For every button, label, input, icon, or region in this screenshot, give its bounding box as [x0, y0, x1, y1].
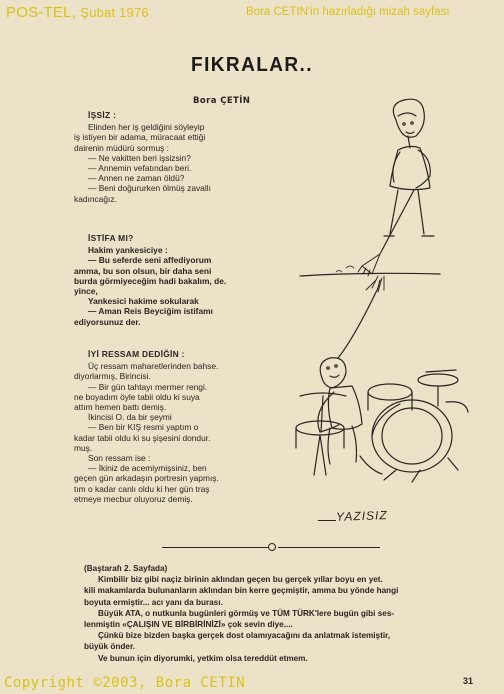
joke-heading: İYİ RESSAM DEDİĞİN :: [88, 349, 185, 359]
joke-line: attım hemen battı demiş.: [74, 402, 167, 413]
section-divider-dot: [268, 543, 276, 551]
joke-line: kadar tabii oldu ki su şişesini dondur.: [74, 432, 211, 443]
magazine-name: POS-TEL,: [6, 4, 76, 21]
joke-line: etmeye mecbur oluyoruz demiş.: [74, 493, 193, 504]
continuation-line: Ve bunun için diyorumki, yetkim olsa tereddüt etmem.: [98, 653, 308, 663]
joke-line: diyorlarmış, Birincisi.: [74, 371, 151, 382]
page-number: 31: [463, 676, 474, 686]
joke-line: burda görmiyeceğim hadi bakalım, de.: [74, 275, 227, 286]
joke-line: Son ressam ise :: [88, 453, 151, 464]
joke-line: tım o kadar canlı oldu ki her gün traş: [74, 483, 210, 494]
joke-line: — Bir gün tahtayı mermer rengi.: [88, 381, 208, 392]
section-divider-right: [278, 547, 380, 548]
joke-line: kadıncağız.: [74, 193, 117, 204]
joke-line: — Annen ne zaman öldü?: [88, 173, 185, 184]
joke-line: muş.: [74, 442, 93, 453]
continuation-line: büyük önder.: [84, 642, 135, 652]
issue-date: Şubat 1976: [80, 5, 149, 20]
continuation-line: Çünkü bize bizden başka gerçek dost olamıyacağını da anlatmak istemiştir,: [98, 631, 391, 641]
continuation-line: boyuta ermiştir... acı yanı da burası.: [84, 597, 223, 607]
continuation-line: Kimbilir biz gibi naçiz birinin aklından geçen bu gerçek yıllar boyu en yet.: [98, 575, 383, 585]
joke-line: ediyorsunuz der.: [74, 316, 141, 327]
continuation-line: Büyük ATA, o nutkunla bugünleri görmüş ve TÜM TÜRK'lere bugün gibi ses-: [98, 608, 395, 618]
continuation-note: (Baştarafı 2. Sayfada): [84, 564, 168, 573]
continuation-text: [84, 563, 479, 664]
drum-kit: [296, 370, 468, 482]
joke-line: amma, bu son olsun, bir daha seni: [74, 265, 212, 276]
continuation-line: lenmiştin «ÇALIŞIN VE BİRBİRİNİZİ» çok sevin diye....: [84, 620, 293, 630]
joke-line: — Ben bir KIŞ resmi yaptım o: [88, 422, 199, 433]
joke-line: iş istiyen bir adama, müracaat ettiği: [74, 132, 206, 143]
article-author: Bora ÇETİN: [193, 96, 251, 106]
article-title: FIKRALAR..: [191, 54, 313, 76]
joke-line: Hakim yankesiciye :: [88, 245, 168, 256]
section-divider-left: [162, 547, 268, 548]
joke-line: — Bu seferde seni affediyorum: [88, 255, 212, 266]
broom: [358, 254, 380, 276]
continuation-line: kili makamlarda bulunanların aklından bin kerre geçmiştir, amma bu yönde hangi: [84, 586, 399, 596]
joke-line: geçen gün arkadaşın portresin yapmış.: [74, 473, 219, 484]
joke-heading: İŞSİZ :: [88, 110, 117, 120]
joke-line: yince,: [74, 286, 98, 297]
joke-line: Elinden her iş geldiğini söyleyip: [88, 122, 205, 133]
header-subtitle: Bora CETIN'in hazırladığı mizah sayfası: [246, 6, 450, 18]
joke-heading: İSTİFA MI?: [88, 233, 134, 243]
joke-line: — Aman Reis Beyciğim istifamı: [88, 306, 213, 317]
joke-line: — Ne vakitten beri işsizsin?: [88, 152, 191, 163]
joke-line: Yankesici hakime sokularak: [88, 296, 199, 307]
joke-line: dairenin müdürü sormuş :: [74, 142, 169, 153]
joke-line: ne boyadım öyle tabii oldu ki suya: [74, 391, 200, 402]
joke-line: — Annemin vefatından beri.: [88, 163, 192, 174]
joke-line: Üç ressam maharetlerinden bahse.: [88, 361, 219, 372]
artist-signature: YAZISIZ: [335, 508, 388, 524]
joke-line: — Beni doğururken ölmüş zavallı: [88, 183, 211, 194]
drummer-figure: [318, 280, 380, 464]
signature-dash: [318, 520, 336, 521]
joke-line: — İkiniz de acemiymişsiniz, ben: [88, 463, 207, 474]
spark-lines: [366, 276, 384, 292]
copyright-notice: Copyright ©2003, Bora CETIN: [4, 675, 246, 691]
joke-line: İkincisi O. da bir şeymi: [88, 412, 172, 423]
sweeping-woman-figure: [380, 99, 434, 254]
